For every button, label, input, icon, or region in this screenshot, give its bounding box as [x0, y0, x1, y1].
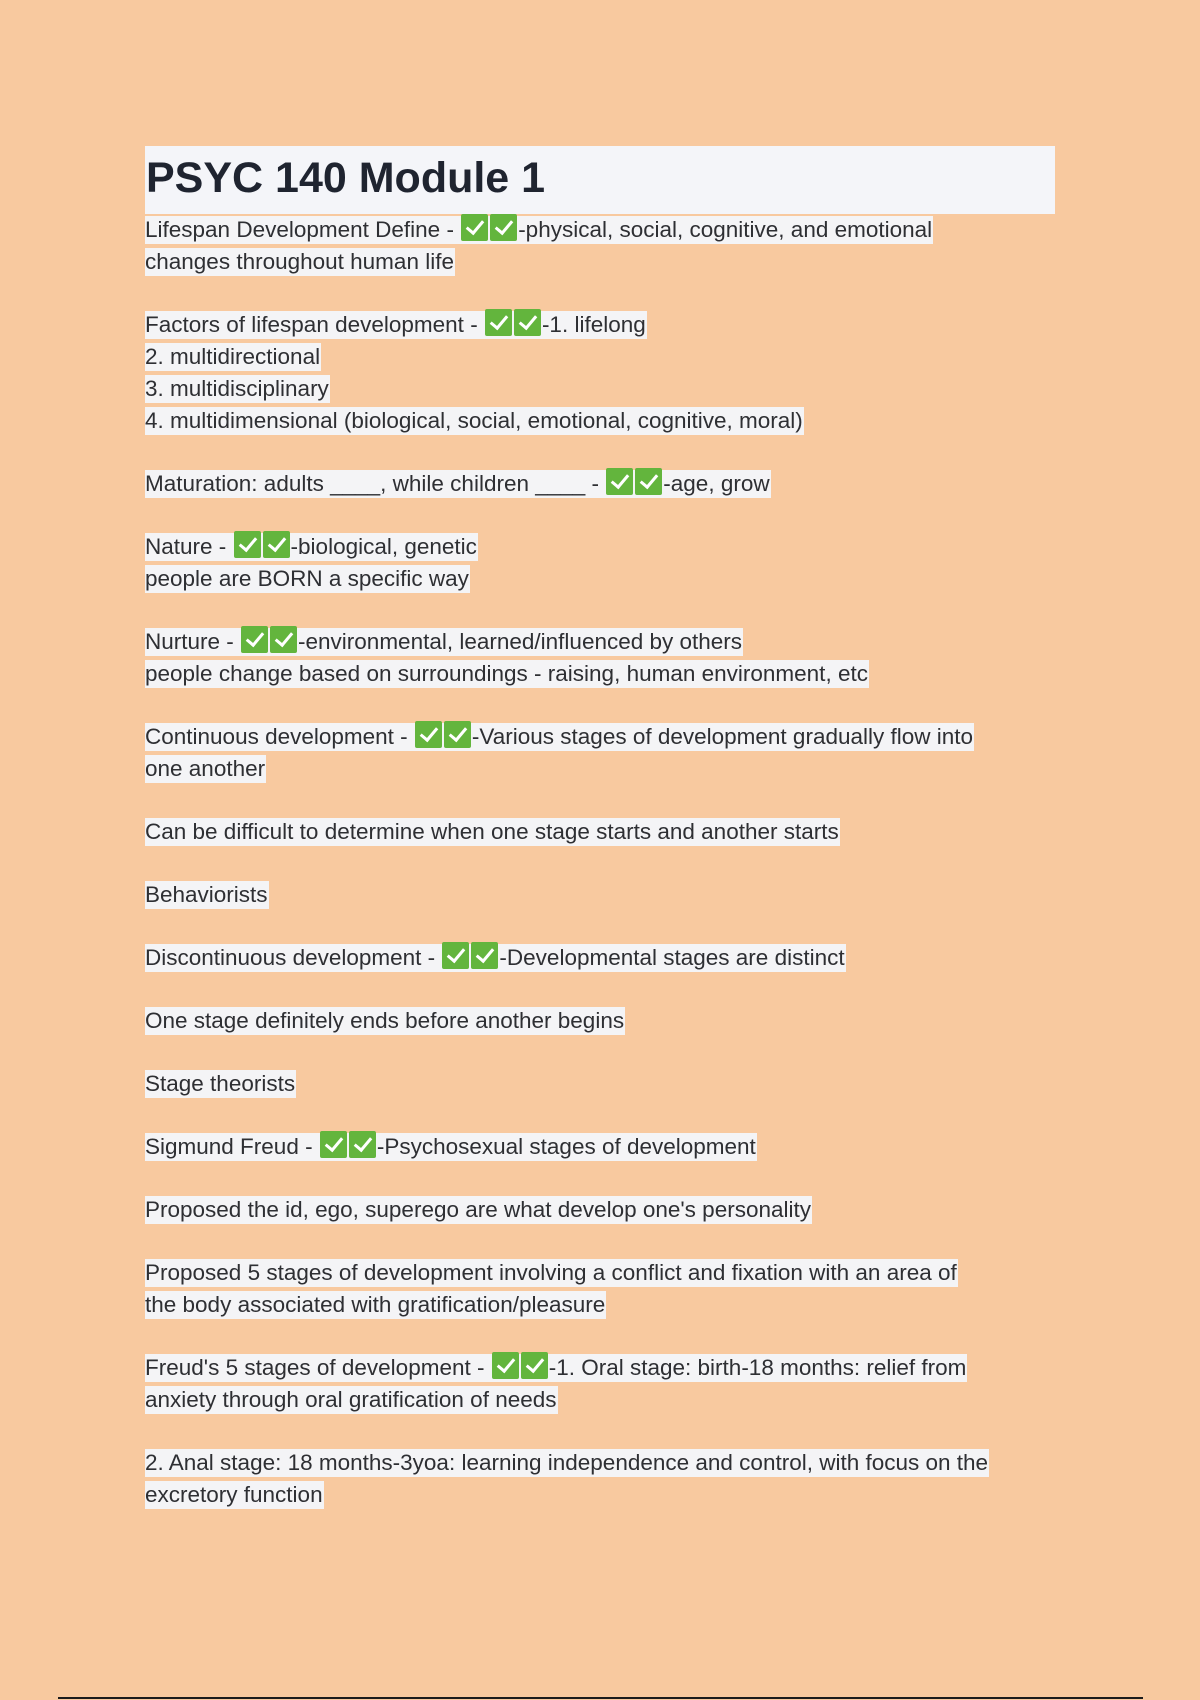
entry-note: Stage theorists [145, 1071, 296, 1096]
entry-answer: -physical, social, cognitive, and emotional [518, 217, 933, 242]
entry-answer: -age, grow [663, 471, 770, 496]
entry-line [145, 1131, 1055, 1163]
flashcard-entry [145, 1447, 1055, 1511]
highlighted-text [145, 470, 771, 498]
entry-line [145, 942, 1055, 974]
term-separator: - [393, 724, 414, 749]
entry-line [145, 563, 1055, 595]
entry-answer: -1. lifelong [541, 312, 646, 337]
entry-line [145, 1194, 1055, 1226]
entry-line [145, 1005, 1055, 1037]
entry-term: Sigmund Freud [145, 1134, 299, 1159]
entry-line [145, 1289, 1055, 1321]
highlighted-text [145, 944, 846, 972]
check-mark-button-icon [270, 626, 297, 653]
entry-note: excretory function [145, 1482, 323, 1507]
entry-line [145, 246, 1055, 278]
check-mark-button-icon [241, 626, 268, 653]
entry-line [145, 721, 1055, 753]
term-separator: - [298, 1134, 319, 1159]
check-mark-button-icon [415, 721, 442, 748]
entry-line [145, 468, 1055, 500]
entry-term: Discontinuous development [145, 945, 422, 970]
check-mark-button-icon [234, 531, 261, 558]
entry-answer-continued: anxiety through oral gratification of needs [145, 1387, 557, 1412]
highlighted-text [145, 216, 933, 244]
check-mark-button-icon [461, 214, 488, 241]
flashcard-list [145, 214, 1055, 1511]
highlighted-text [145, 723, 974, 751]
flashcard-entry [145, 1257, 1055, 1321]
entry-line [145, 341, 1055, 373]
entry-term: Maturation: adults ____, while children ____ [145, 471, 586, 496]
highlighted-text [145, 311, 647, 339]
entry-note: One stage definitely ends before another begins [145, 1008, 625, 1033]
entry-term: Lifespan Development Define [145, 217, 441, 242]
entry-line [145, 626, 1055, 658]
page-title: PSYC 140 Module 1 [146, 154, 546, 202]
flashcard-entry [145, 1352, 1055, 1416]
check-mark-button-icon [490, 214, 517, 241]
check-mark-button-icon [320, 1131, 347, 1158]
entry-term: Freud's 5 stages of development [145, 1355, 471, 1380]
flashcard-entry [145, 214, 1055, 278]
entry-line [145, 373, 1055, 405]
term-separator: - [470, 1355, 491, 1380]
flashcard-entry [145, 1068, 1055, 1100]
entry-line [145, 309, 1055, 341]
entry-answer: -Various stages of development gradually flow into [471, 724, 974, 749]
document-page [145, 146, 1055, 1542]
check-mark-button-icon [635, 468, 662, 495]
entry-note: Can be difficult to determine when one stage starts and another starts [145, 819, 839, 844]
term-separator: - [212, 534, 233, 559]
entry-note: Proposed the id, ego, superego are what develop one's personality [145, 1197, 811, 1222]
check-mark-button-icon [349, 1131, 376, 1158]
entry-term: Nature [145, 534, 213, 559]
entry-note: Behaviorists [145, 882, 268, 907]
highlighted-text [145, 628, 743, 656]
entry-line [145, 753, 1055, 785]
check-mark-button-icon [444, 721, 471, 748]
entry-note: the body associated with gratification/pleasure [145, 1292, 606, 1317]
entry-line [145, 1447, 1055, 1479]
entry-answer-continued: changes throughout human life [145, 249, 454, 274]
entry-line [145, 1352, 1055, 1384]
entry-note: Proposed 5 stages of development involving a conflict and fixation with an area of [145, 1260, 957, 1285]
flashcard-entry [145, 531, 1055, 595]
entry-line [145, 816, 1055, 848]
highlighted-text [145, 1354, 967, 1382]
check-mark-button-icon [514, 309, 541, 336]
flashcard-entry [145, 309, 1055, 437]
term-separator: - [585, 471, 606, 496]
entry-line [145, 658, 1055, 690]
entry-line [145, 531, 1055, 563]
entry-answer: -1. Oral stage: birth-18 months: relief from [548, 1355, 967, 1380]
entry-line [145, 879, 1055, 911]
flashcard-entry [145, 721, 1055, 785]
flashcard-entry [145, 1131, 1055, 1163]
check-mark-button-icon [492, 1352, 519, 1379]
entry-answer-continued: 2. multidirectional [145, 344, 321, 369]
entry-answer-continued: 3. multidisciplinary [145, 376, 329, 401]
entry-answer: -environmental, learned/influenced by others [298, 629, 743, 654]
check-mark-button-icon [521, 1352, 548, 1379]
check-mark-button-icon [442, 942, 469, 969]
check-mark-button-icon [606, 468, 633, 495]
flashcard-entry [145, 626, 1055, 690]
flashcard-entry [145, 468, 1055, 500]
entry-note: 2. Anal stage: 18 months-3yoa: learning independence and control, with focus on the [145, 1450, 989, 1475]
highlighted-text [145, 533, 478, 561]
check-mark-button-icon [263, 531, 290, 558]
entry-line [145, 405, 1055, 437]
term-separator: - [421, 945, 442, 970]
entry-answer-continued: one another [145, 756, 266, 781]
check-mark-button-icon [471, 942, 498, 969]
flashcard-entry [145, 879, 1055, 911]
entry-line [145, 214, 1055, 246]
flashcard-entry [145, 1005, 1055, 1037]
check-mark-button-icon [485, 309, 512, 336]
entry-term: Continuous development [145, 724, 394, 749]
entry-line [145, 1479, 1055, 1511]
entry-term: Nurture [145, 629, 221, 654]
entry-answer: -Developmental stages are distinct [499, 945, 845, 970]
title-bar [145, 146, 1055, 214]
term-separator: - [463, 312, 484, 337]
entry-line [145, 1257, 1055, 1289]
term-separator: - [220, 629, 241, 654]
flashcard-entry [145, 942, 1055, 974]
entry-term: Factors of lifespan development [145, 312, 464, 337]
flashcard-entry [145, 1194, 1055, 1226]
entry-answer: -biological, genetic [290, 534, 477, 559]
entry-answer-continued: 4. multidimensional (biological, social, emotional, cognitive, moral) [145, 408, 803, 433]
entry-answer: -Psychosexual stages of development [376, 1134, 756, 1159]
entry-answer-continued: people are BORN a specific way [145, 566, 469, 591]
term-separator: - [440, 217, 461, 242]
footer-rule [58, 1697, 1143, 1699]
entry-answer-continued: people change based on surroundings - raising, human environment, etc [145, 661, 868, 686]
entry-line [145, 1384, 1055, 1416]
flashcard-entry [145, 816, 1055, 848]
entry-line [145, 1068, 1055, 1100]
highlighted-text [145, 1133, 757, 1161]
